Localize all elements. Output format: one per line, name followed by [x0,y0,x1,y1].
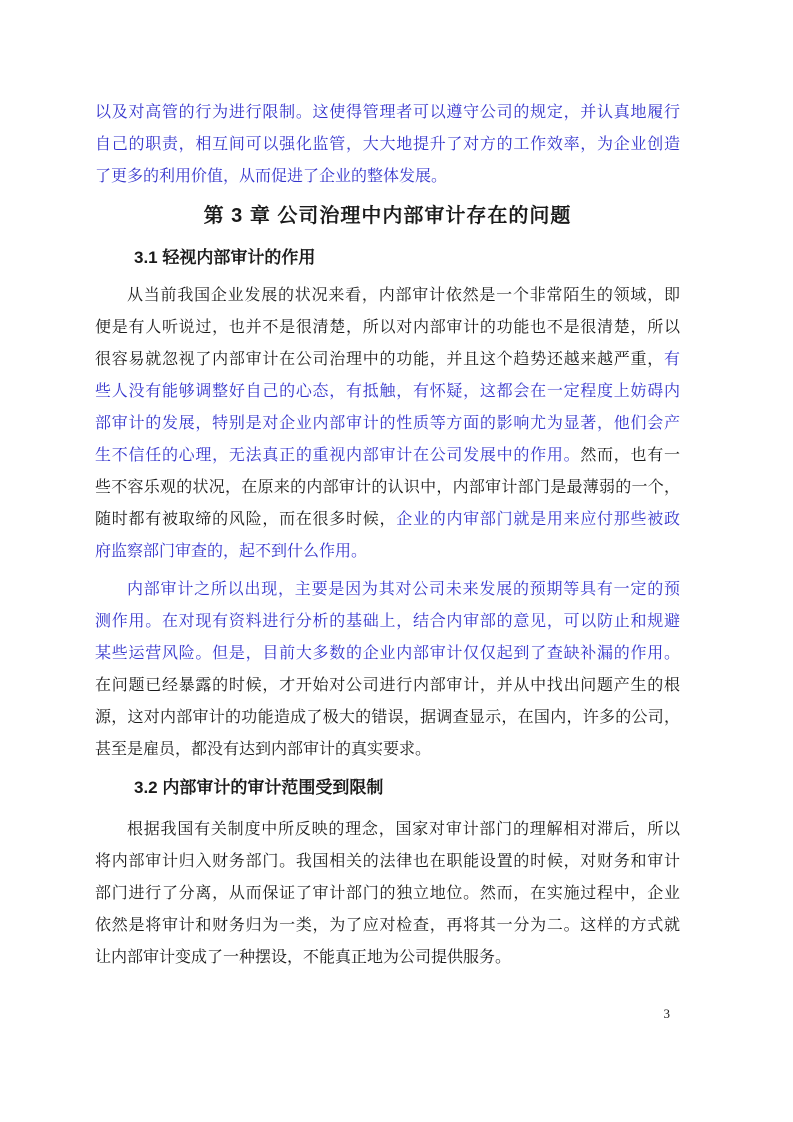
text-run-black: 些不容乐观的状况，在原来的内部审计的认识中，内部审计部门是最薄弱的一个， [95,479,680,496]
text-line [95,942,680,974]
text-run-black: 部门进行了分离，从而保证了审计部门的独立地位。然而，在实施过程中，企业 [95,885,680,902]
text-run-blue: 以及对高管的行为进行限制。这使得管理者可以遵守公司的规定，并认真地履行 [95,104,680,121]
text-run-black: 甚至是雇员，都没有达到内部审计的真实要求。 [95,741,432,758]
text-line [95,129,680,161]
text-line [95,574,680,606]
text-line [95,638,680,670]
text-run-black: 根据我国有关制度中所反映的理念，国家对审计部门的理解相对滞后，所以 [127,821,680,838]
intro-paragraph [95,97,680,193]
text-line [95,504,680,536]
text-line [95,606,680,638]
text-run-black: 在问题已经暴露的时候，才开始对公司进行内部审计，并从中找出问题产生的根 [95,677,680,694]
text-line [95,280,680,312]
text-run-blue: 内部审计之所以出现，主要是因为其对公司未来发展的预期等具有一定的预 [127,581,680,598]
text-run-blue: 自己的职责，相互间可以强化监管，大大地提升了对方的工作效率，为企业创造 [95,136,680,153]
text-run-black: 从当前我国企业发展的状况来看，内部审计依然是一个非常陌生的领域，即 [127,287,680,304]
page-number: 3 [663,1006,670,1021]
text-run-blue: 些人没有能够调整好自己的心态，有抵触，有怀疑，这都会在一定程度上妨碍内 [95,383,680,400]
text-line [95,814,680,846]
text-run-black: 很容易就忽视了内部审计在公司治理中的功能，并且这个趋势还越来越严重， [95,351,664,368]
text-run-blue: 部审计的发展，特别是对企业内部审计的性质等方面的影响尤为显著，他们会产 [95,415,680,432]
text-run-black: 让内部审计变成了一种摆设，不能真正地为公司提供服务。 [95,949,512,966]
text-run-black: 随时都有被取缔的风险，而在很多时候， [95,511,397,528]
chapter-heading: 第 3 章 公司治理中内部审计存在的问题 [203,205,572,227]
text-run-blue: 府监察部门审查的，起不到什么作用。 [95,543,368,560]
text-line [95,536,680,568]
text-line [95,161,680,193]
document-content [95,97,680,974]
section-heading: 3.2 内部审计的审计范围受到限制 [134,778,384,797]
text-line [95,702,680,734]
text-run-black: 然而，也有一 [580,447,680,464]
text-line [95,670,680,702]
text-line [95,344,680,376]
text-line [95,408,680,440]
text-line [95,440,680,472]
text-run-blue: 了更多的利用价值，从而促进了企业的整体发展。 [95,168,448,185]
text-line [95,878,680,910]
body-paragraph [95,280,680,568]
text-line [95,910,680,942]
text-run-black: 将内部审计归入财务部门。我国相关的法律也在职能设置的时候，对财务和审计 [95,853,680,870]
text-run-blue: 生不信任的心理，无法真正的重视内部审计在公司发展中的作用。 [95,447,581,464]
text-line [95,846,680,878]
section-heading: 3.1 轻视内部审计的作用 [134,248,316,267]
sections-container [95,245,680,974]
text-run-blue: 测作用。在对现有资料进行分析的基础上，结合内审部的意见，可以防止和规避 [95,613,680,630]
text-run-blue: 有 [663,351,680,368]
text-run-black: 依然是将审计和财务归为一类，为了应对检查，再将其一分为二。这样的方式就 [95,917,680,934]
body-paragraph [95,574,680,766]
text-run-black: 源，这对内部审计的功能造成了极大的错误，据调查显示，在国内，许多的公司， [95,709,680,726]
text-line [95,97,680,129]
text-run-blue: 某些运营风险。但是，目前大多数的企业内部审计仅仅起到了查缺补漏的作用。 [95,645,680,662]
text-line [95,312,680,344]
text-run-blue: 企业的内审部门就是用来应付那些被政 [396,511,680,528]
text-line [95,376,680,408]
text-line [95,472,680,504]
text-line [95,734,680,766]
text-run-black: 便是有人听说过，也并不是很清楚，所以对内部审计的功能也不是很清楚，所以 [95,319,680,336]
body-paragraph [95,814,680,974]
